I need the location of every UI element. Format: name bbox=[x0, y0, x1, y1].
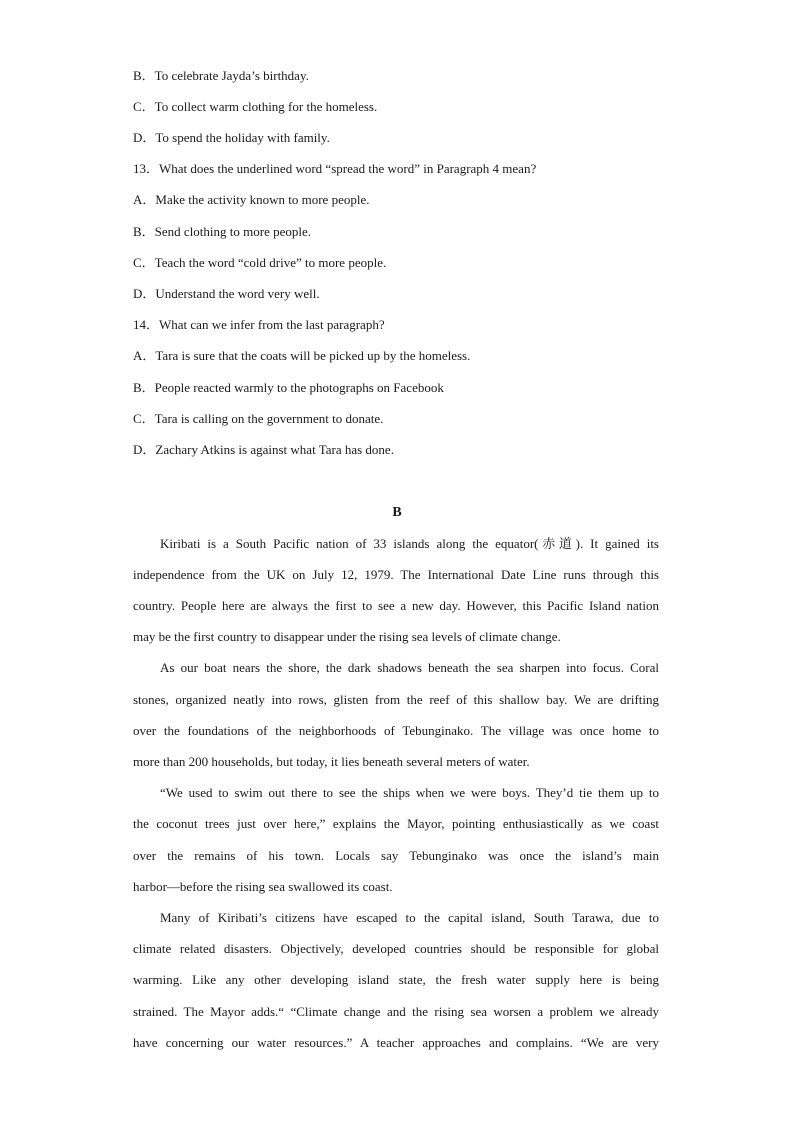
paragraph-1-line: country. People here are always the first to see a new day. However, this Pacific Island nation bbox=[133, 598, 659, 613]
q13-option-d: D．Understand the word very well. bbox=[133, 286, 320, 301]
q13-option-a: A．Make the activity known to more people. bbox=[133, 192, 370, 207]
section-heading: B bbox=[392, 505, 402, 520]
q12-option-c: C．To collect warm clothing for the homeless. bbox=[133, 99, 378, 114]
q12-option-b: B．To celebrate Jayda’s birthday. bbox=[133, 68, 309, 83]
q14-option-c: C．Tara is calling on the government to donate. bbox=[133, 411, 384, 426]
paragraph-4-line: have concerning our water resources.” A teacher approaches and complains. “We are very bbox=[133, 1035, 659, 1050]
paragraph-4-line: warming. Like any other developing island state, the fresh water supply here is being bbox=[133, 972, 659, 987]
paragraph-3-line: the coconut trees just over here,” explains the Mayor, pointing enthusiastically as we coast bbox=[133, 816, 659, 831]
q12-option-d: D．To spend the holiday with family. bbox=[133, 130, 330, 145]
q13-option-b: B．Send clothing to more people. bbox=[133, 224, 312, 239]
q14-option-d: D．Zachary Atkins is against what Tara has done. bbox=[133, 442, 394, 457]
paragraph-2-line: over the foundations of the neighborhoods of Tebunginako. The village was once home to bbox=[133, 723, 659, 738]
q14-option-b: B．People reacted warmly to the photographs on Facebook bbox=[133, 380, 444, 395]
paragraph-2-line: more than 200 households, but today, it lies beneath several meters of water. bbox=[133, 754, 530, 769]
paragraph-2-line: As our boat nears the shore, the dark shadows beneath the sea sharpen into focus. Coral bbox=[160, 660, 659, 675]
paragraph-4-line: climate related disasters. Objectively, developed countries should be responsible for global bbox=[133, 941, 659, 956]
q13-option-c: C．Teach the word “cold drive” to more people. bbox=[133, 255, 387, 270]
paragraph-1-line: Kiribati is a South Pacific nation of 33 islands along the equator(赤道). It gained its bbox=[160, 536, 659, 551]
paragraph-4-line: Many of Kiribati’s citizens have escaped to the capital island, South Tarawa, due to bbox=[160, 910, 659, 925]
paragraph-3-line: “We used to swim out there to see the ships when we were boys. They’d tie them up to bbox=[160, 785, 659, 800]
paragraph-3-line: harbor—before the rising sea swallowed its coast. bbox=[133, 879, 393, 894]
paragraph-2-line: stones, organized neatly into rows, glisten from the reef of this shallow bay. We are drifting bbox=[133, 692, 659, 707]
paragraph-1-line: independence from the UK on July 12, 1979. The International Date Line runs through this bbox=[133, 567, 659, 582]
paragraph-1-line: may be the first country to disappear under the rising sea levels of climate change. bbox=[133, 629, 561, 644]
paragraph-3-line: over the remains of his town. Locals say Tebunginako was once the island’s main bbox=[133, 848, 659, 863]
q14-option-a: A．Tara is sure that the coats will be picked up by the homeless. bbox=[133, 348, 471, 363]
q14-question: 14．What can we infer from the last paragraph? bbox=[133, 317, 385, 332]
paragraph-4-line: strained. The Mayor adds.“ “Climate change and the rising sea worsen a problem we already bbox=[133, 1004, 659, 1019]
q13-question: 13．What does the underlined word “spread the word” in Paragraph 4 mean? bbox=[133, 161, 537, 176]
